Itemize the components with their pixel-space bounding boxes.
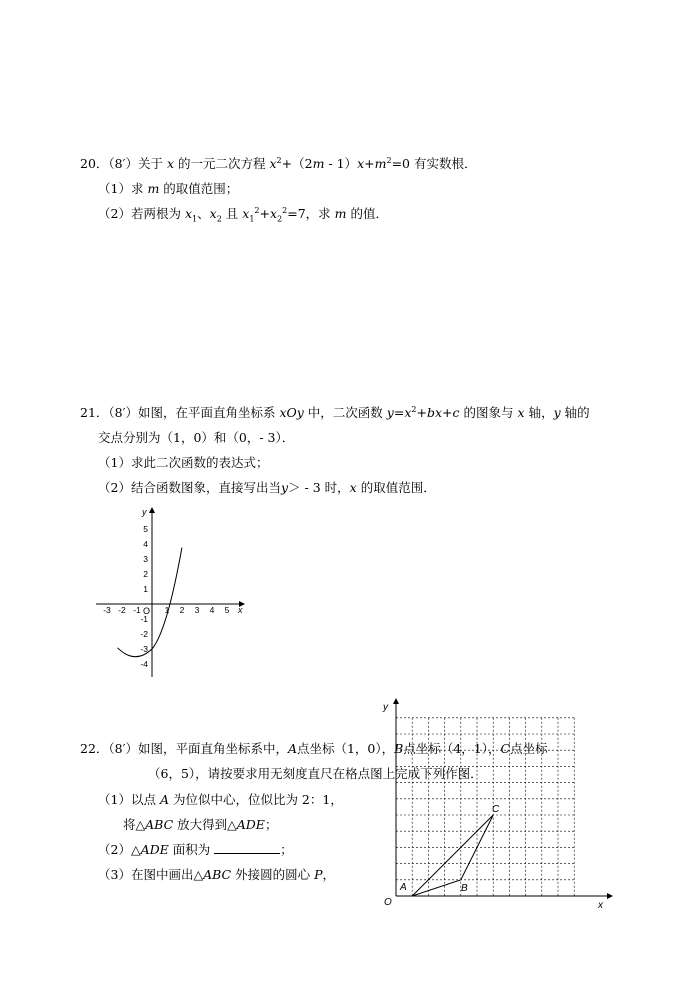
x-tick: -1 [133,605,141,615]
q22-part2: （2）△ADE 面积为 ； [98,842,293,857]
x-axis-label: x [598,900,603,910]
q22-stem-line2: （6，5），请按要求用无刻度直尺在格点图上完成下列作图． [148,766,483,781]
origin-label: O [143,606,151,616]
y-tick: -1 [140,614,148,624]
q21-parabola-graph [92,505,252,680]
y-axis-label: y [142,507,147,517]
q20-part2: （2）若两根为 $x_1$、$x_2$ 且 $x_1^2+x_2^2=7$，求 m 的值． [98,205,389,224]
y-tick: 5 [143,524,148,534]
q22-grid-figure [378,698,618,910]
q20-part1: （1）求 m 的取值范围； [98,181,239,196]
y-axis-label: y [383,702,388,713]
x-axis-label: x [238,605,243,615]
x-tick: 4 [209,605,215,615]
point-c-label: C [492,804,500,815]
y-tick: 4 [143,539,148,549]
q22-part1: （1）以点 A 为位似中心，位似比为 2：1， [98,792,343,807]
x-tick: -2 [118,605,126,615]
origin-label: O [384,897,392,908]
y-tick: -3 [140,644,148,654]
parabola-curve [118,548,182,657]
y-tick: 3 [143,554,148,564]
y-tick: 2 [143,569,148,579]
y-tick: -4 [140,659,148,669]
x-tick: 3 [194,605,200,615]
q20-stem: 20．（8′）关于 x 的一元二次方程 $x^2+(2m - 1)x+m^2=0$ 有实数根． [80,155,477,171]
answer-blank[interactable] [214,842,280,854]
y-tick: -2 [140,629,148,639]
triangle-abc [412,815,493,896]
q21-part1: （1）求此二次函数的表达式； [98,455,269,470]
point-b-label: B [461,883,468,894]
q22-stem: 22．（8′）如图，平面直角坐标系中，A点坐标（1，0），B点坐标（4，1），C点坐标 [80,741,548,756]
x-tick: -3 [103,605,111,615]
x-tick: 5 [224,605,230,615]
q22-part3: （3）在图中画出△ABC 外接圆的圆心 P， [98,867,336,882]
q21-stem: 21．（8′）如图，在平面直角坐标系 xOy 中，二次函数 $y=x^2+bx+c$ 的图象与 x 轴，y 轴的 [80,404,590,420]
x-tick: 2 [179,605,185,615]
q21-part2: （2）结合函数图象，直接写出当y＞ - 3 时，x 的取值范围． [98,480,436,495]
y-tick: 1 [143,584,148,594]
x-tick: 1 [164,605,170,615]
q21-stem-line2: 交点分别为（1，0）和（0，- 3）． [98,430,295,445]
x-tick-labels [103,605,229,615]
point-a-label: A [400,882,407,893]
q22-part1-cont: 将△ABC 放大得到△ADE； [123,817,278,832]
dashed-grid [396,718,574,896]
y-tick-labels [140,524,151,669]
